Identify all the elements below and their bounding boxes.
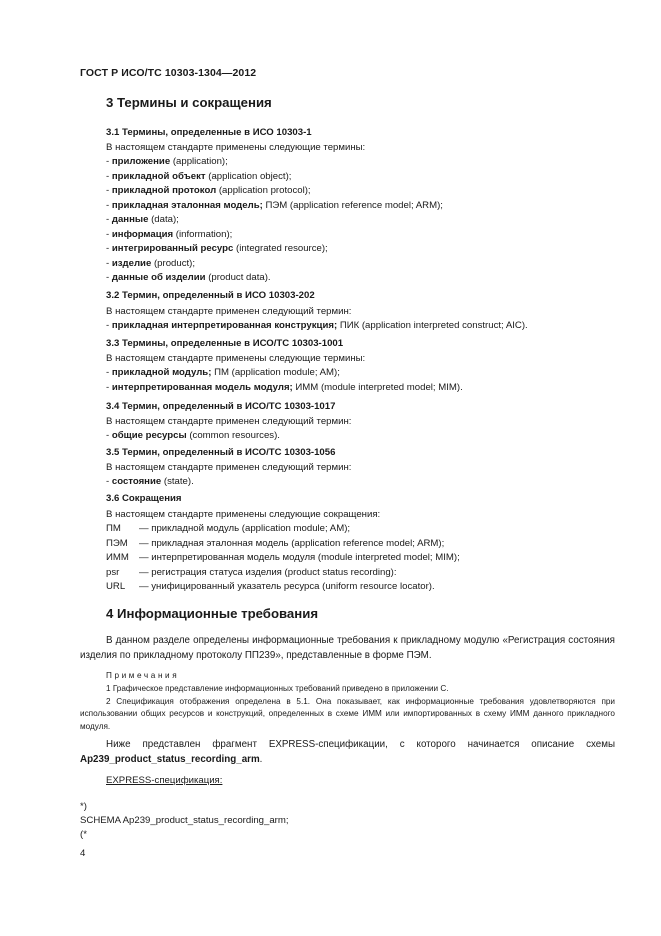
section-3-title: 3 Термины и сокращения — [106, 95, 272, 110]
section-3-6-intro: В настоящем стандарте применены следующие сокращения: — [106, 509, 381, 520]
page-number: 4 — [80, 848, 86, 859]
section-3-2-intro: В настоящем стандарте применен следующий термин: — [106, 306, 352, 317]
term-item: - прикладной протокол (application protocol); — [106, 185, 311, 196]
term-item: - прикладной объект (application object); — [106, 171, 292, 182]
abbreviation-row: ПЭМ — прикладная эталонная модель (application reference model; ARM); — [106, 538, 445, 549]
abbreviation-row: URL — унифицированный указатель ресурса (uniform resource locator). — [106, 581, 435, 592]
term-item: - данные об изделии (product data). — [106, 272, 271, 283]
code-line: SCHEMA Ap239_product_status_recording_arm; — [80, 815, 289, 826]
section-3-3-intro: В настоящем стандарте применены следующие термины: — [106, 353, 366, 364]
section-4-title: 4 Информационные требования — [106, 606, 319, 621]
code-line: *) — [80, 801, 87, 812]
section-3-5-title: 3.5 Термин, определенный в ИСО/ТС 10303-1056 — [106, 447, 336, 458]
section-3-5-intro: В настоящем стандарте применен следующий термин: — [106, 462, 352, 473]
abbreviation-row: ИММ — интерпретированная модель модуля (module interpreted model; MIM); — [106, 552, 460, 563]
abbreviation-row: psr — регистрация статуса изделия (product status recording): — [106, 567, 397, 578]
section-4-paragraph: В данном разделе определены информационные требования к прикладному модулю «Регистрация состояния изделия по прикладному протоколу ПП239», представленные в форме ПЭМ. — [80, 635, 615, 661]
term-item: - прикладная эталонная модель; ПЭМ (application reference model; ARM); — [106, 200, 443, 211]
express-intro-paragraph: Ниже представлен фрагмент EXPRESS-спецификации, с которого начинается описание схемы Ap239_product_status_recording_arm. — [80, 739, 615, 765]
term-item: - интегрированный ресурс (integrated resource); — [106, 243, 328, 254]
section-3-2-title: 3.2 Термин, определенный в ИСО 10303-202 — [106, 290, 315, 301]
section-3-1-title: 3.1 Термины, определенные в ИСО 10303-1 — [106, 127, 312, 138]
term-item: - приложение (application); — [106, 156, 228, 167]
section-3-3-title: 3.3 Термины, определенные в ИСО/ТС 10303-1001 — [106, 338, 344, 349]
term-item: - состояние (state). — [106, 476, 194, 487]
section-3-4-title: 3.4 Термин, определенный в ИСО/ТС 10303-1017 — [106, 401, 336, 412]
section-3-4-intro: В настоящем стандарте применен следующий термин: — [106, 416, 352, 427]
document-header: ГОСТ Р ИСО/ТС 10303-1304—2012 — [80, 67, 257, 79]
term-item: - информация (information); — [106, 229, 233, 240]
term-item: - прикладная интерпретированная конструкция; ПИК (application interpreted construct; AIC). — [106, 320, 528, 331]
code-line: (* — [80, 829, 87, 840]
term-item: - интерпретированная модель модуля; ИММ (module interpreted model; MIM). — [106, 382, 463, 393]
note-1: 1 Графическое представление информационных требований приведено в приложении С. — [106, 684, 449, 693]
term-item: - изделие (product); — [106, 258, 196, 269]
term-item: - общие ресурсы (common resources). — [106, 430, 280, 441]
term-item: - прикладной модуль; ПМ (application module; AM); — [106, 367, 340, 378]
express-label: EXPRESS-спецификация: — [106, 775, 223, 786]
term-item: - данные (data); — [106, 214, 179, 225]
section-3-6-title: 3.6 Сокращения — [106, 493, 182, 504]
section-3-1-intro: В настоящем стандарте применены следующие термины: — [106, 142, 366, 153]
note-2: 2 Спецификация отображения определена в 5.1. Она показывает, как информационные требования удовлетворяются при использовании общих ресурсов и конструкций, определенных в схеме ИММ или импортированных в схему ИММ данного прикладного модуля. — [80, 697, 615, 731]
abbreviation-row: ПМ — прикладной модуль (application module; AM); — [106, 523, 351, 534]
notes-title: Примечания — [106, 671, 180, 680]
